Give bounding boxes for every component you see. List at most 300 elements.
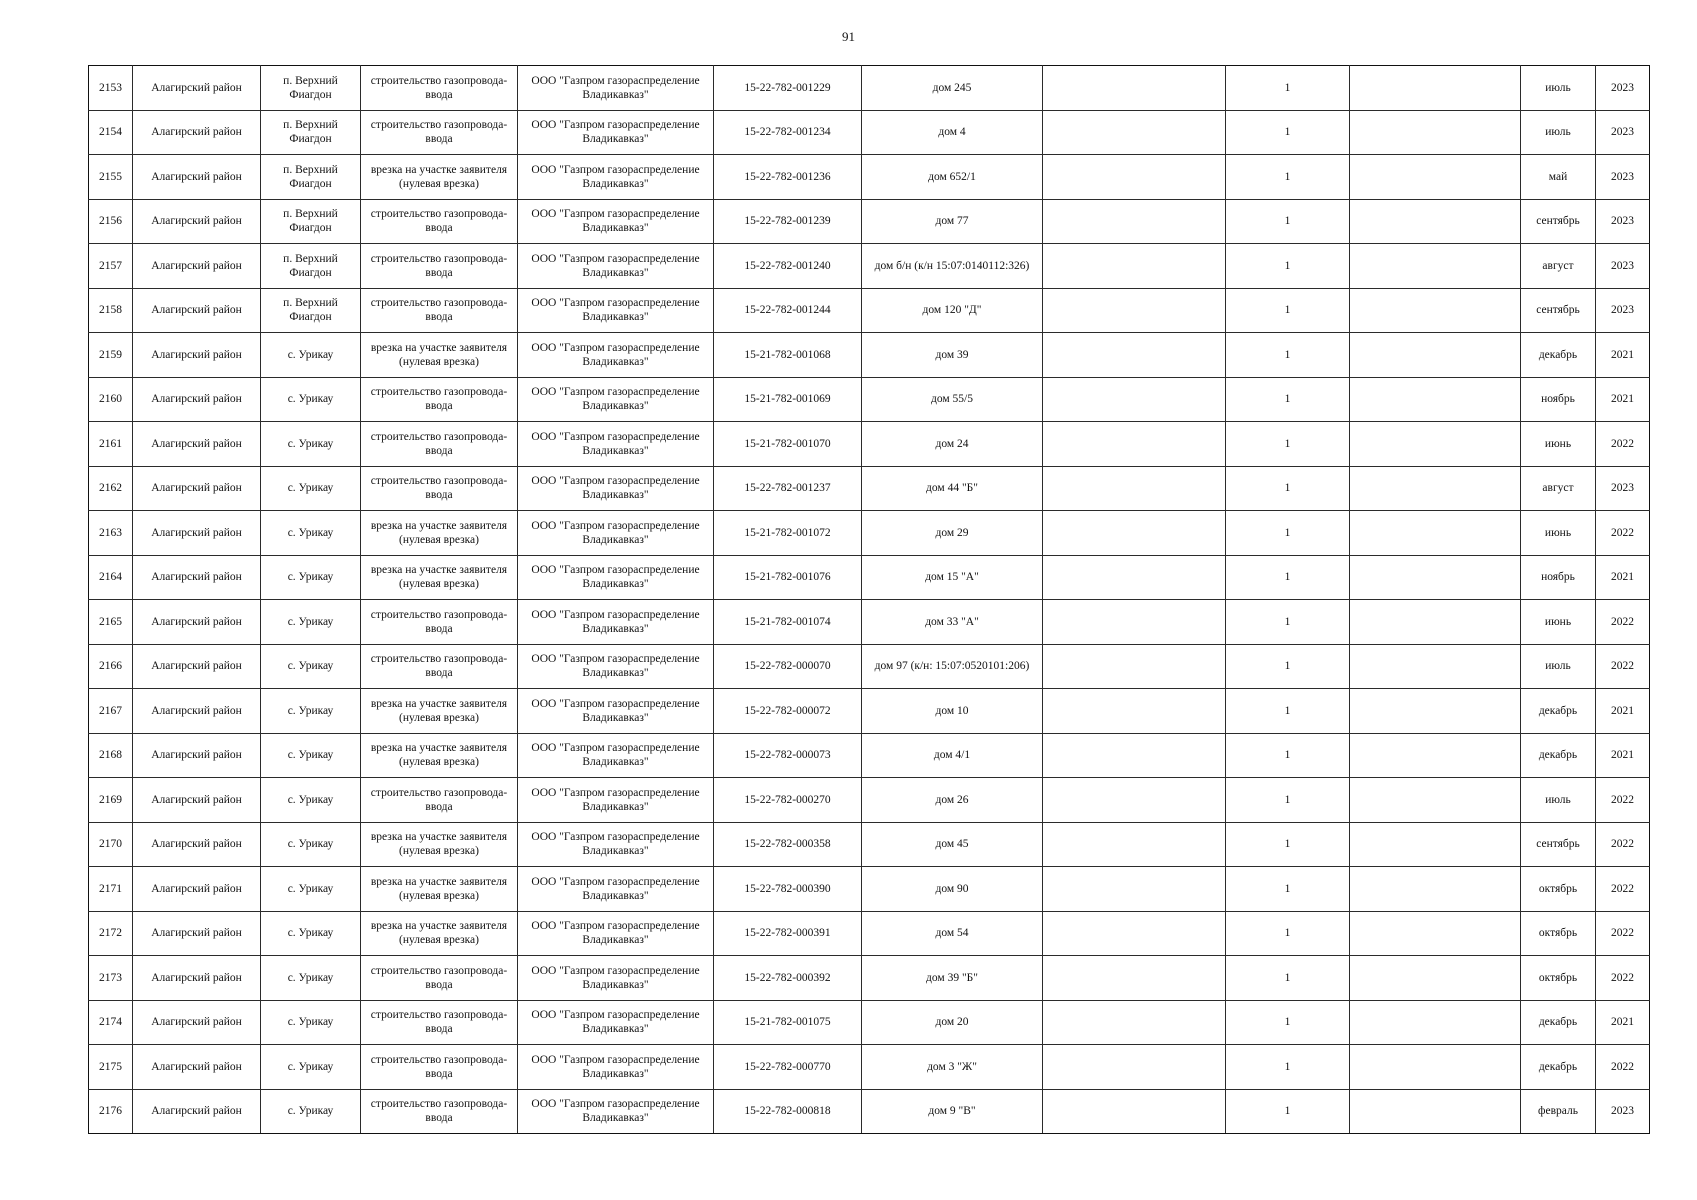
address-cell: дом 24 [862, 422, 1043, 467]
empty-cell [1350, 956, 1521, 1001]
empty-cell [1043, 1000, 1226, 1045]
row-number-cell: 2159 [89, 333, 133, 378]
empty-cell [1350, 66, 1521, 111]
work-type-cell: врезка на участке заявителя (нулевая врезка) [361, 511, 518, 556]
row-number-cell: 2174 [89, 1000, 133, 1045]
work-type-cell: врезка на участке заявителя (нулевая врезка) [361, 155, 518, 200]
empty-cell [1043, 911, 1226, 956]
table-row [89, 956, 1650, 1001]
year-cell: 2022 [1596, 778, 1650, 823]
empty-cell [1043, 155, 1226, 200]
application-number-cell: 15-22-782-001239 [714, 199, 862, 244]
application-number-cell: 15-22-782-000390 [714, 867, 862, 912]
table-row [89, 199, 1650, 244]
table-row [89, 778, 1650, 823]
work-type-cell: строительство газопровода-ввода [361, 110, 518, 155]
year-cell: 2022 [1596, 600, 1650, 645]
district-cell: Алагирский район [133, 422, 261, 467]
locality-cell: п. Верхний Фиагдон [261, 288, 361, 333]
empty-cell [1043, 600, 1226, 645]
address-cell: дом 44 "Б" [862, 466, 1043, 511]
locality-cell: с. Урикау [261, 1045, 361, 1090]
quantity-cell: 1 [1226, 511, 1350, 556]
month-cell: октябрь [1521, 911, 1596, 956]
empty-cell [1350, 1000, 1521, 1045]
district-cell: Алагирский район [133, 822, 261, 867]
empty-cell [1043, 867, 1226, 912]
empty-cell [1043, 422, 1226, 467]
empty-cell [1043, 1089, 1226, 1134]
locality-cell: с. Урикау [261, 733, 361, 778]
work-type-cell: врезка на участке заявителя (нулевая врезка) [361, 867, 518, 912]
empty-cell [1043, 466, 1226, 511]
month-cell: октябрь [1521, 867, 1596, 912]
address-cell: дом 15 "А" [862, 555, 1043, 600]
quantity-cell: 1 [1226, 155, 1350, 200]
district-cell: Алагирский район [133, 244, 261, 289]
quantity-cell: 1 [1226, 422, 1350, 467]
empty-cell [1043, 288, 1226, 333]
address-cell: дом 54 [862, 911, 1043, 956]
district-cell: Алагирский район [133, 733, 261, 778]
table-row [89, 644, 1650, 689]
registry-table [88, 65, 1650, 1134]
empty-cell [1350, 511, 1521, 556]
application-number-cell: 15-22-782-000073 [714, 733, 862, 778]
quantity-cell: 1 [1226, 555, 1350, 600]
application-number-cell: 15-21-782-001076 [714, 555, 862, 600]
quantity-cell: 1 [1226, 867, 1350, 912]
empty-cell [1043, 555, 1226, 600]
locality-cell: с. Урикау [261, 466, 361, 511]
year-cell: 2022 [1596, 911, 1650, 956]
address-cell: дом б/н (к/н 15:07:0140112:326) [862, 244, 1043, 289]
application-number-cell: 15-22-782-000392 [714, 956, 862, 1001]
locality-cell: п. Верхний Фиагдон [261, 199, 361, 244]
quantity-cell: 1 [1226, 778, 1350, 823]
locality-cell: с. Урикау [261, 422, 361, 467]
year-cell: 2022 [1596, 956, 1650, 1001]
empty-cell [1350, 555, 1521, 600]
table-row [89, 288, 1650, 333]
empty-cell [1350, 867, 1521, 912]
district-cell: Алагирский район [133, 1000, 261, 1045]
month-cell: декабрь [1521, 1045, 1596, 1090]
organization-cell: ООО "Газпром газораспределение Владикавказ" [518, 689, 714, 734]
organization-cell: ООО "Газпром газораспределение Владикавказ" [518, 1000, 714, 1045]
empty-cell [1043, 689, 1226, 734]
empty-cell [1350, 600, 1521, 645]
address-cell: дом 33 "А" [862, 600, 1043, 645]
address-cell: дом 4/1 [862, 733, 1043, 778]
application-number-cell: 15-22-782-000070 [714, 644, 862, 689]
row-number-cell: 2166 [89, 644, 133, 689]
empty-cell [1043, 244, 1226, 289]
organization-cell: ООО "Газпром газораспределение Владикавказ" [518, 199, 714, 244]
table-row [89, 66, 1650, 111]
row-number-cell: 2163 [89, 511, 133, 556]
district-cell: Алагирский район [133, 689, 261, 734]
address-cell: дом 245 [862, 66, 1043, 111]
application-number-cell: 15-21-782-001070 [714, 422, 862, 467]
empty-cell [1350, 778, 1521, 823]
row-number-cell: 2157 [89, 244, 133, 289]
empty-cell [1043, 956, 1226, 1001]
year-cell: 2021 [1596, 333, 1650, 378]
year-cell: 2022 [1596, 867, 1650, 912]
address-cell: дом 39 "Б" [862, 956, 1043, 1001]
address-cell: дом 9 "В" [862, 1089, 1043, 1134]
quantity-cell: 1 [1226, 466, 1350, 511]
month-cell: декабрь [1521, 733, 1596, 778]
application-number-cell: 15-22-782-001244 [714, 288, 862, 333]
year-cell: 2022 [1596, 644, 1650, 689]
application-number-cell: 15-22-782-001237 [714, 466, 862, 511]
organization-cell: ООО "Газпром газораспределение Владикавказ" [518, 511, 714, 556]
empty-cell [1350, 733, 1521, 778]
organization-cell: ООО "Газпром газораспределение Владикавказ" [518, 66, 714, 111]
address-cell: дом 45 [862, 822, 1043, 867]
table-row [89, 822, 1650, 867]
work-type-cell: строительство газопровода-ввода [361, 288, 518, 333]
table-row [89, 1045, 1650, 1090]
locality-cell: с. Урикау [261, 600, 361, 645]
work-type-cell: строительство газопровода-ввода [361, 66, 518, 111]
application-number-cell: 15-22-782-000818 [714, 1089, 862, 1134]
quantity-cell: 1 [1226, 377, 1350, 422]
row-number-cell: 2169 [89, 778, 133, 823]
empty-cell [1043, 511, 1226, 556]
locality-cell: с. Урикау [261, 377, 361, 422]
work-type-cell: врезка на участке заявителя (нулевая врезка) [361, 689, 518, 734]
empty-cell [1043, 778, 1226, 823]
month-cell: декабрь [1521, 1000, 1596, 1045]
row-number-cell: 2167 [89, 689, 133, 734]
quantity-cell: 1 [1226, 1089, 1350, 1134]
row-number-cell: 2153 [89, 66, 133, 111]
empty-cell [1043, 822, 1226, 867]
month-cell: декабрь [1521, 689, 1596, 734]
work-type-cell: врезка на участке заявителя (нулевая врезка) [361, 333, 518, 378]
work-type-cell: строительство газопровода-ввода [361, 1000, 518, 1045]
year-cell: 2023 [1596, 155, 1650, 200]
work-type-cell: строительство газопровода-ввода [361, 244, 518, 289]
address-cell: дом 120 "Д" [862, 288, 1043, 333]
work-type-cell: врезка на участке заявителя (нулевая врезка) [361, 911, 518, 956]
district-cell: Алагирский район [133, 778, 261, 823]
locality-cell: с. Урикау [261, 778, 361, 823]
row-number-cell: 2165 [89, 600, 133, 645]
empty-cell [1350, 244, 1521, 289]
empty-cell [1350, 466, 1521, 511]
application-number-cell: 15-22-782-000270 [714, 778, 862, 823]
application-number-cell: 15-22-782-000072 [714, 689, 862, 734]
month-cell: август [1521, 466, 1596, 511]
work-type-cell: врезка на участке заявителя (нулевая врезка) [361, 555, 518, 600]
empty-cell [1350, 422, 1521, 467]
locality-cell: с. Урикау [261, 644, 361, 689]
work-type-cell: строительство газопровода-ввода [361, 377, 518, 422]
empty-cell [1350, 822, 1521, 867]
work-type-cell: строительство газопровода-ввода [361, 644, 518, 689]
district-cell: Алагирский район [133, 956, 261, 1001]
month-cell: сентябрь [1521, 288, 1596, 333]
year-cell: 2022 [1596, 422, 1650, 467]
table-row [89, 555, 1650, 600]
locality-cell: п. Верхний Фиагдон [261, 155, 361, 200]
district-cell: Алагирский район [133, 288, 261, 333]
empty-cell [1350, 288, 1521, 333]
application-number-cell: 15-22-782-001234 [714, 110, 862, 155]
year-cell: 2021 [1596, 733, 1650, 778]
application-number-cell: 15-22-782-000391 [714, 911, 862, 956]
organization-cell: ООО "Газпром газораспределение Владикавказ" [518, 911, 714, 956]
quantity-cell: 1 [1226, 911, 1350, 956]
quantity-cell: 1 [1226, 644, 1350, 689]
empty-cell [1043, 66, 1226, 111]
quantity-cell: 1 [1226, 733, 1350, 778]
year-cell: 2022 [1596, 1045, 1650, 1090]
quantity-cell: 1 [1226, 956, 1350, 1001]
table-row [89, 422, 1650, 467]
organization-cell: ООО "Газпром газораспределение Владикавказ" [518, 778, 714, 823]
address-cell: дом 97 (к/н: 15:07:0520101:206) [862, 644, 1043, 689]
application-number-cell: 15-21-782-001069 [714, 377, 862, 422]
locality-cell: с. Урикау [261, 1089, 361, 1134]
organization-cell: ООО "Газпром газораспределение Владикавказ" [518, 288, 714, 333]
empty-cell [1350, 1089, 1521, 1134]
row-number-cell: 2160 [89, 377, 133, 422]
application-number-cell: 15-22-782-001236 [714, 155, 862, 200]
quantity-cell: 1 [1226, 66, 1350, 111]
month-cell: сентябрь [1521, 199, 1596, 244]
row-number-cell: 2173 [89, 956, 133, 1001]
organization-cell: ООО "Газпром газораспределение Владикавказ" [518, 333, 714, 378]
empty-cell [1350, 155, 1521, 200]
application-number-cell: 15-21-782-001072 [714, 511, 862, 556]
application-number-cell: 15-21-782-001068 [714, 333, 862, 378]
empty-cell [1350, 110, 1521, 155]
locality-cell: с. Урикау [261, 867, 361, 912]
quantity-cell: 1 [1226, 600, 1350, 645]
empty-cell [1043, 1045, 1226, 1090]
month-cell: июль [1521, 644, 1596, 689]
month-cell: июнь [1521, 600, 1596, 645]
row-number-cell: 2172 [89, 911, 133, 956]
organization-cell: ООО "Газпром газораспределение Владикавказ" [518, 377, 714, 422]
organization-cell: ООО "Газпром газораспределение Владикавказ" [518, 555, 714, 600]
quantity-cell: 1 [1226, 1000, 1350, 1045]
month-cell: февраль [1521, 1089, 1596, 1134]
quantity-cell: 1 [1226, 333, 1350, 378]
organization-cell: ООО "Газпром газораспределение Владикавказ" [518, 644, 714, 689]
organization-cell: ООО "Газпром газораспределение Владикавказ" [518, 1089, 714, 1134]
page-number: 91 [842, 29, 855, 44]
address-cell: дом 29 [862, 511, 1043, 556]
month-cell: июнь [1521, 511, 1596, 556]
locality-cell: п. Верхний Фиагдон [261, 110, 361, 155]
address-cell: дом 90 [862, 867, 1043, 912]
quantity-cell: 1 [1226, 1045, 1350, 1090]
table-row [89, 867, 1650, 912]
address-cell: дом 26 [862, 778, 1043, 823]
locality-cell: с. Урикау [261, 956, 361, 1001]
address-cell: дом 20 [862, 1000, 1043, 1045]
table-row [89, 733, 1650, 778]
year-cell: 2022 [1596, 822, 1650, 867]
row-number-cell: 2162 [89, 466, 133, 511]
empty-cell [1350, 199, 1521, 244]
table-row [89, 1089, 1650, 1134]
month-cell: июль [1521, 66, 1596, 111]
locality-cell: с. Урикау [261, 555, 361, 600]
application-number-cell: 15-22-782-001229 [714, 66, 862, 111]
district-cell: Алагирский район [133, 199, 261, 244]
table-row [89, 600, 1650, 645]
empty-cell [1043, 110, 1226, 155]
month-cell: декабрь [1521, 333, 1596, 378]
district-cell: Алагирский район [133, 867, 261, 912]
organization-cell: ООО "Газпром газораспределение Владикавказ" [518, 155, 714, 200]
district-cell: Алагирский район [133, 110, 261, 155]
organization-cell: ООО "Газпром газораспределение Владикавказ" [518, 1045, 714, 1090]
table-row [89, 333, 1650, 378]
district-cell: Алагирский район [133, 644, 261, 689]
district-cell: Алагирский район [133, 1045, 261, 1090]
month-cell: сентябрь [1521, 822, 1596, 867]
table-row [89, 244, 1650, 289]
empty-cell [1043, 377, 1226, 422]
row-number-cell: 2161 [89, 422, 133, 467]
work-type-cell: строительство газопровода-ввода [361, 422, 518, 467]
address-cell: дом 39 [862, 333, 1043, 378]
locality-cell: с. Урикау [261, 1000, 361, 1045]
work-type-cell: строительство газопровода-ввода [361, 956, 518, 1001]
locality-cell: с. Урикау [261, 689, 361, 734]
address-cell: дом 55/5 [862, 377, 1043, 422]
district-cell: Алагирский район [133, 333, 261, 378]
empty-cell [1350, 644, 1521, 689]
table-row [89, 511, 1650, 556]
locality-cell: с. Урикау [261, 911, 361, 956]
row-number-cell: 2164 [89, 555, 133, 600]
month-cell: июнь [1521, 422, 1596, 467]
table-row [89, 466, 1650, 511]
work-type-cell: строительство газопровода-ввода [361, 199, 518, 244]
address-cell: дом 4 [862, 110, 1043, 155]
application-number-cell: 15-22-782-000770 [714, 1045, 862, 1090]
row-number-cell: 2158 [89, 288, 133, 333]
district-cell: Алагирский район [133, 66, 261, 111]
quantity-cell: 1 [1226, 689, 1350, 734]
row-number-cell: 2171 [89, 867, 133, 912]
empty-cell [1350, 1045, 1521, 1090]
year-cell: 2021 [1596, 689, 1650, 734]
organization-cell: ООО "Газпром газораспределение Владикавказ" [518, 822, 714, 867]
work-type-cell: строительство газопровода-ввода [361, 466, 518, 511]
year-cell: 2023 [1596, 66, 1650, 111]
month-cell: октябрь [1521, 956, 1596, 1001]
row-number-cell: 2155 [89, 155, 133, 200]
empty-cell [1350, 689, 1521, 734]
organization-cell: ООО "Газпром газораспределение Владикавказ" [518, 110, 714, 155]
year-cell: 2023 [1596, 199, 1650, 244]
quantity-cell: 1 [1226, 110, 1350, 155]
application-number-cell: 15-21-782-001075 [714, 1000, 862, 1045]
quantity-cell: 1 [1226, 199, 1350, 244]
year-cell: 2023 [1596, 110, 1650, 155]
table-row [89, 155, 1650, 200]
table-row [89, 110, 1650, 155]
organization-cell: ООО "Газпром газораспределение Владикавказ" [518, 600, 714, 645]
organization-cell: ООО "Газпром газораспределение Владикавказ" [518, 733, 714, 778]
row-number-cell: 2156 [89, 199, 133, 244]
organization-cell: ООО "Газпром газораспределение Владикавказ" [518, 244, 714, 289]
district-cell: Алагирский район [133, 911, 261, 956]
month-cell: июль [1521, 110, 1596, 155]
row-number-cell: 2154 [89, 110, 133, 155]
table-body [89, 66, 1650, 1134]
district-cell: Алагирский район [133, 1089, 261, 1134]
empty-cell [1043, 333, 1226, 378]
empty-cell [1043, 644, 1226, 689]
quantity-cell: 1 [1226, 822, 1350, 867]
district-cell: Алагирский район [133, 511, 261, 556]
empty-cell [1350, 333, 1521, 378]
table-row [89, 377, 1650, 422]
month-cell: ноябрь [1521, 377, 1596, 422]
district-cell: Алагирский район [133, 555, 261, 600]
locality-cell: с. Урикау [261, 333, 361, 378]
month-cell: ноябрь [1521, 555, 1596, 600]
address-cell: дом 10 [862, 689, 1043, 734]
locality-cell: п. Верхний Фиагдон [261, 244, 361, 289]
application-number-cell: 15-21-782-001074 [714, 600, 862, 645]
row-number-cell: 2168 [89, 733, 133, 778]
year-cell: 2021 [1596, 1000, 1650, 1045]
month-cell: июль [1521, 778, 1596, 823]
month-cell: август [1521, 244, 1596, 289]
table-row [89, 911, 1650, 956]
year-cell: 2023 [1596, 1089, 1650, 1134]
work-type-cell: врезка на участке заявителя (нулевая врезка) [361, 733, 518, 778]
address-cell: дом 652/1 [862, 155, 1043, 200]
table-row [89, 1000, 1650, 1045]
application-number-cell: 15-22-782-001240 [714, 244, 862, 289]
district-cell: Алагирский район [133, 377, 261, 422]
month-cell: май [1521, 155, 1596, 200]
empty-cell [1043, 199, 1226, 244]
locality-cell: п. Верхний Фиагдон [261, 66, 361, 111]
year-cell: 2021 [1596, 377, 1650, 422]
district-cell: Алагирский район [133, 155, 261, 200]
address-cell: дом 77 [862, 199, 1043, 244]
work-type-cell: строительство газопровода-ввода [361, 1089, 518, 1134]
work-type-cell: строительство газопровода-ввода [361, 600, 518, 645]
row-number-cell: 2170 [89, 822, 133, 867]
locality-cell: с. Урикау [261, 511, 361, 556]
organization-cell: ООО "Газпром газораспределение Владикавказ" [518, 956, 714, 1001]
organization-cell: ООО "Газпром газораспределение Владикавказ" [518, 466, 714, 511]
application-number-cell: 15-22-782-000358 [714, 822, 862, 867]
year-cell: 2021 [1596, 555, 1650, 600]
year-cell: 2023 [1596, 466, 1650, 511]
quantity-cell: 1 [1226, 288, 1350, 333]
table-row [89, 689, 1650, 734]
year-cell: 2022 [1596, 511, 1650, 556]
locality-cell: с. Урикау [261, 822, 361, 867]
quantity-cell: 1 [1226, 244, 1350, 289]
